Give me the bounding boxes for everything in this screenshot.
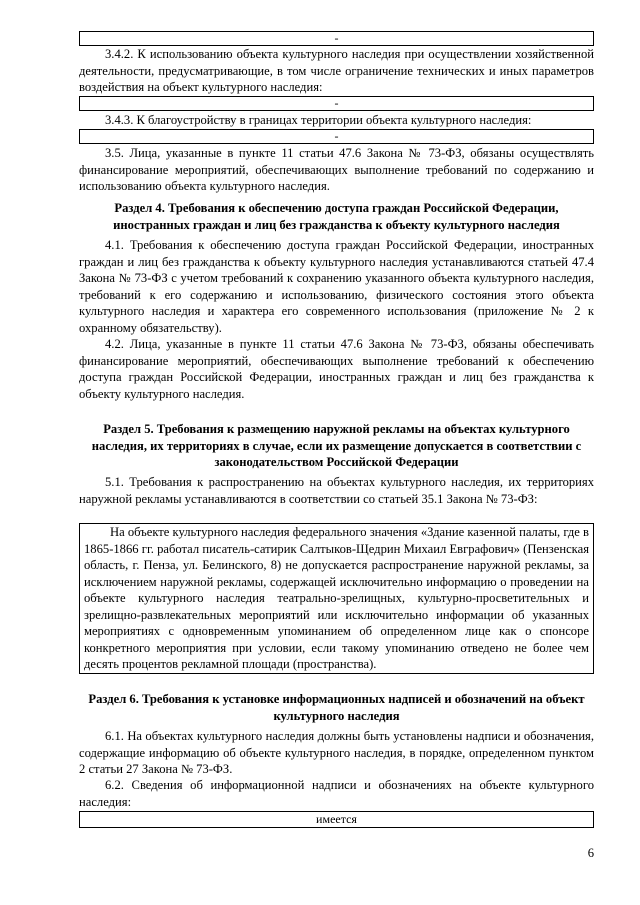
paragraph-3-4-3: 3.4.3. К благоустройству в границах территории объекта культурного наследия: [105,113,532,127]
paragraph-6-1: 6.1. На объектах культурного наследия должны быть установлены надписи и обозначения, содержащие информацию об объекте культурного наследия, в порядке, определенном пунктом 2 статьи 27 Закона № 73-ФЗ. [79,729,594,776]
page-number: 6 [587,846,594,860]
value-box-ground-works: - [79,31,594,46]
section-4-heading: Раздел 4. Требования к обеспечению доступа граждан Российской Федерации, иностранных граждан и лиц без гражданства к объекту культурного наследия [113,201,560,232]
paragraph-4-1: 4.1. Требования к обеспечению доступа граждан Российской Федерации, иностранных граждан и лиц без гражданства к объекту культурного наследия устанавливаются статьей 47.4 Закона № 73-ФЗ с учетом требований к сохранению указанного объекта культурного наследия, требований к его содержанию и использованию, физического состояния этого объекта культурного наследия и характера его современного использования (приложение № 2 к охранному обязательству). [79,238,594,335]
paragraph-3-4-2: 3.4.2. К использованию объекта культурного наследия при осуществлении хозяйственной деятельности, предусматривающие, в том числе ограничение технических и иных параметров воздействия на объект культурного наследия: [79,47,594,94]
paragraph-4-2: 4.2. Лица, указанные в пункте 11 статьи 47.6 Закона № 73-ФЗ, обязаны обеспечивать финансирование мероприятий, обеспечивающих выполнение требований к обеспечению доступа граждан Российской Федерации, иностранных граждан и лиц без гражданства к объекту культурного наследия. [79,337,594,401]
value-box-economic-activity: - [79,96,594,111]
value-box-landscaping: - [79,129,594,144]
paragraph-5-1: 5.1. Требования к распространению на объектах культурного наследия, их территориях наружной рекламы устанавливаются в соответствии со статьей 35.1 Закона № 73-ФЗ: [79,475,594,506]
paragraph-3-5: 3.5. Лица, указанные в пункте 11 статьи 47.6 Закона № 73-ФЗ, обязаны осуществлять финансирование мероприятий, обеспечивающих выполнение требований по содержанию и использованию объекта культурного наследия. [79,146,594,193]
value-box-info-signs: имеется [79,811,594,828]
paragraph-6-2: 6.2. Сведения об информационной надписи и обозначениях на объекте культурного наследия: [79,778,594,809]
section-5-heading: Раздел 5. Требования к размещению наружной рекламы на объектах культурного наследия, их территориях в случае, если их размещение допускается в соответствии с законодательством Российской Федерации [91,422,582,469]
section-6-heading: Раздел 6. Требования к установке информационных надписей и обозначений на объект культурного наследия [88,692,585,723]
advertising-requirements-box: На объекте культурного наследия федерального значения «Здание казенной палаты, где в 1865-1866 гг. работал писатель-сатирик Салтыков-Щедрин Михаил Евграфович» (Пензенская область, г. Пенза, ул. Белинского, 8) не допускается распространение наружной рекламы, за исключением наружной рекламы, содержащей исключительно информацию о проведении на объекте культурного наследия театрально-зрелищных, культурно-просветительных и зрелищно-развлекательных мероприятий или исключительно информации об указанных мероприятиях с одновременным упоминанием об определенном лице как о спонсоре конкретного мероприятия при условии, если такому упоминанию отведено не более чем десять процентов рекламной площади (пространства). [79,523,594,674]
